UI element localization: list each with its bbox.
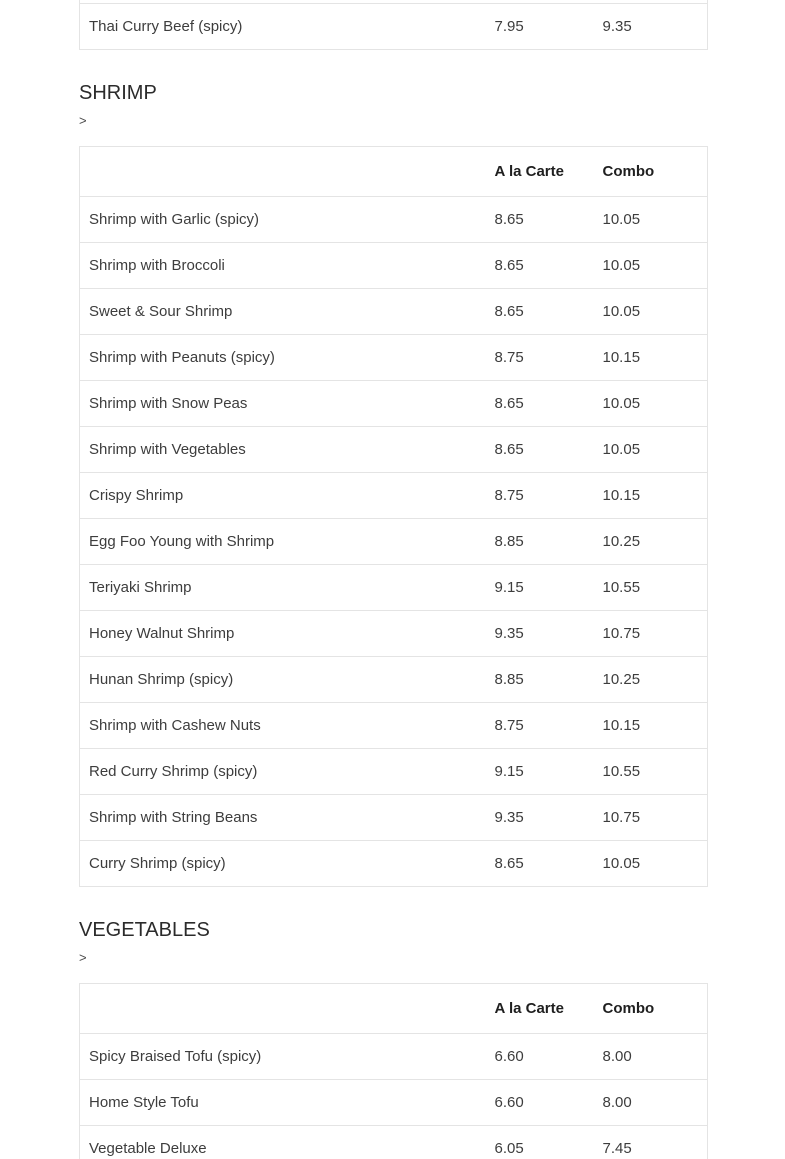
dish-name: Sweet & Sour Shrimp [80,289,486,335]
dish-name: Vegetable Deluxe [80,1126,486,1159]
dish-price-alacarte: 8.65 [486,427,594,473]
dish-price-alacarte: 8.75 [486,473,594,519]
table-row [80,381,708,427]
section-toggle-shrimp[interactable]: > [79,113,87,128]
dish-price-alacarte: 8.75 [486,335,594,381]
dish-price-alacarte: 9.15 [486,565,594,611]
dish-price-combo: 8.00 [594,1034,708,1080]
table-row [80,473,708,519]
dish-price-combo: 10.25 [594,519,708,565]
table-row [80,611,708,657]
dish-price-alacarte: 8.65 [486,381,594,427]
dish-price-alacarte: 8.65 [486,841,594,887]
dish-name: Shrimp with Vegetables [80,427,486,473]
dish-price-combo: 10.15 [594,335,708,381]
dish-price-combo: 10.15 [594,473,708,519]
dish-name: Shrimp with String Beans [80,795,486,841]
menu-table-vegetables [79,983,708,1159]
dish-price-alacarte: 6.60 [486,1080,594,1126]
table-row [80,519,708,565]
dish-name: Shrimp with Cashew Nuts [80,703,486,749]
dish-price-alacarte: 8.85 [486,519,594,565]
dish-name: Home Style Tofu [80,1080,486,1126]
section-toggle-vegetables[interactable]: > [79,950,87,965]
dish-price-combo: 9.35 [594,4,708,50]
dish-price-alacarte: 8.75 [486,703,594,749]
dish-price-combo: 10.55 [594,565,708,611]
dish-price-combo: 8.00 [594,1080,708,1126]
table-row [80,289,708,335]
column-header-dish [80,147,486,197]
column-header-alacarte: A la Carte [486,984,594,1034]
dish-name: Shrimp with Peanuts (spicy) [80,335,486,381]
dish-price-combo: 10.15 [594,703,708,749]
dish-name: Hunan Shrimp (spicy) [80,657,486,703]
menu-table-beef-partial [79,0,708,50]
dish-price-alacarte: 6.60 [486,1034,594,1080]
table-row [80,427,708,473]
dish-name: Shrimp with Garlic (spicy) [80,197,486,243]
dish-name: Shrimp with Snow Peas [80,381,486,427]
dish-price-combo: 10.05 [594,197,708,243]
dish-name: Honey Walnut Shrimp [80,611,486,657]
dish-price-combo: 7.45 [594,1126,708,1159]
dish-name: Crispy Shrimp [80,473,486,519]
dish-price-alacarte: 7.95 [486,4,594,50]
menu-table-shrimp [79,146,708,887]
dish-price-combo: 10.25 [594,657,708,703]
table-row [80,1126,708,1159]
table-row [80,657,708,703]
table-row [80,795,708,841]
dish-price-combo: 10.05 [594,841,708,887]
dish-price-combo: 10.05 [594,243,708,289]
dish-price-combo: 10.75 [594,611,708,657]
table-row [80,243,708,289]
dish-price-combo: 10.05 [594,427,708,473]
dish-name: Spicy Braised Tofu (spicy) [80,1034,486,1080]
table-row [80,749,708,795]
table-row [80,703,708,749]
dish-price-alacarte: 9.35 [486,611,594,657]
table-row [80,1034,708,1080]
table-header-row [80,147,708,197]
table-row [80,197,708,243]
column-header-combo: Combo [594,984,708,1034]
column-header-dish [80,984,486,1034]
dish-price-alacarte: 6.05 [486,1126,594,1159]
dish-price-combo: 10.05 [594,381,708,427]
menu-content [79,0,707,1159]
section-heading-shrimp: SHRIMP [79,82,157,104]
column-header-combo: Combo [594,147,708,197]
section-heading-vegetables: VEGETABLES [79,919,210,941]
dish-price-combo: 10.55 [594,749,708,795]
dish-name: Curry Shrimp (spicy) [80,841,486,887]
dish-price-alacarte: 9.35 [486,795,594,841]
dish-name: Egg Foo Young with Shrimp [80,519,486,565]
dish-price-combo: 10.05 [594,289,708,335]
table-row [80,565,708,611]
dish-price-combo: 10.75 [594,795,708,841]
table-row [80,335,708,381]
column-header-alacarte: A la Carte [486,147,594,197]
dish-price-alacarte: 8.65 [486,197,594,243]
dish-name: Shrimp with Broccoli [80,243,486,289]
dish-price-alacarte: 8.65 [486,243,594,289]
dish-name: Thai Curry Beef (spicy) [80,4,486,50]
table-row [80,1080,708,1126]
dish-name: Red Curry Shrimp (spicy) [80,749,486,795]
table-header-row [80,984,708,1034]
dish-price-alacarte: 8.65 [486,289,594,335]
dish-name: Teriyaki Shrimp [80,565,486,611]
table-row [80,4,708,50]
table-row [80,841,708,887]
dish-price-alacarte: 8.85 [486,657,594,703]
dish-price-alacarte: 9.15 [486,749,594,795]
